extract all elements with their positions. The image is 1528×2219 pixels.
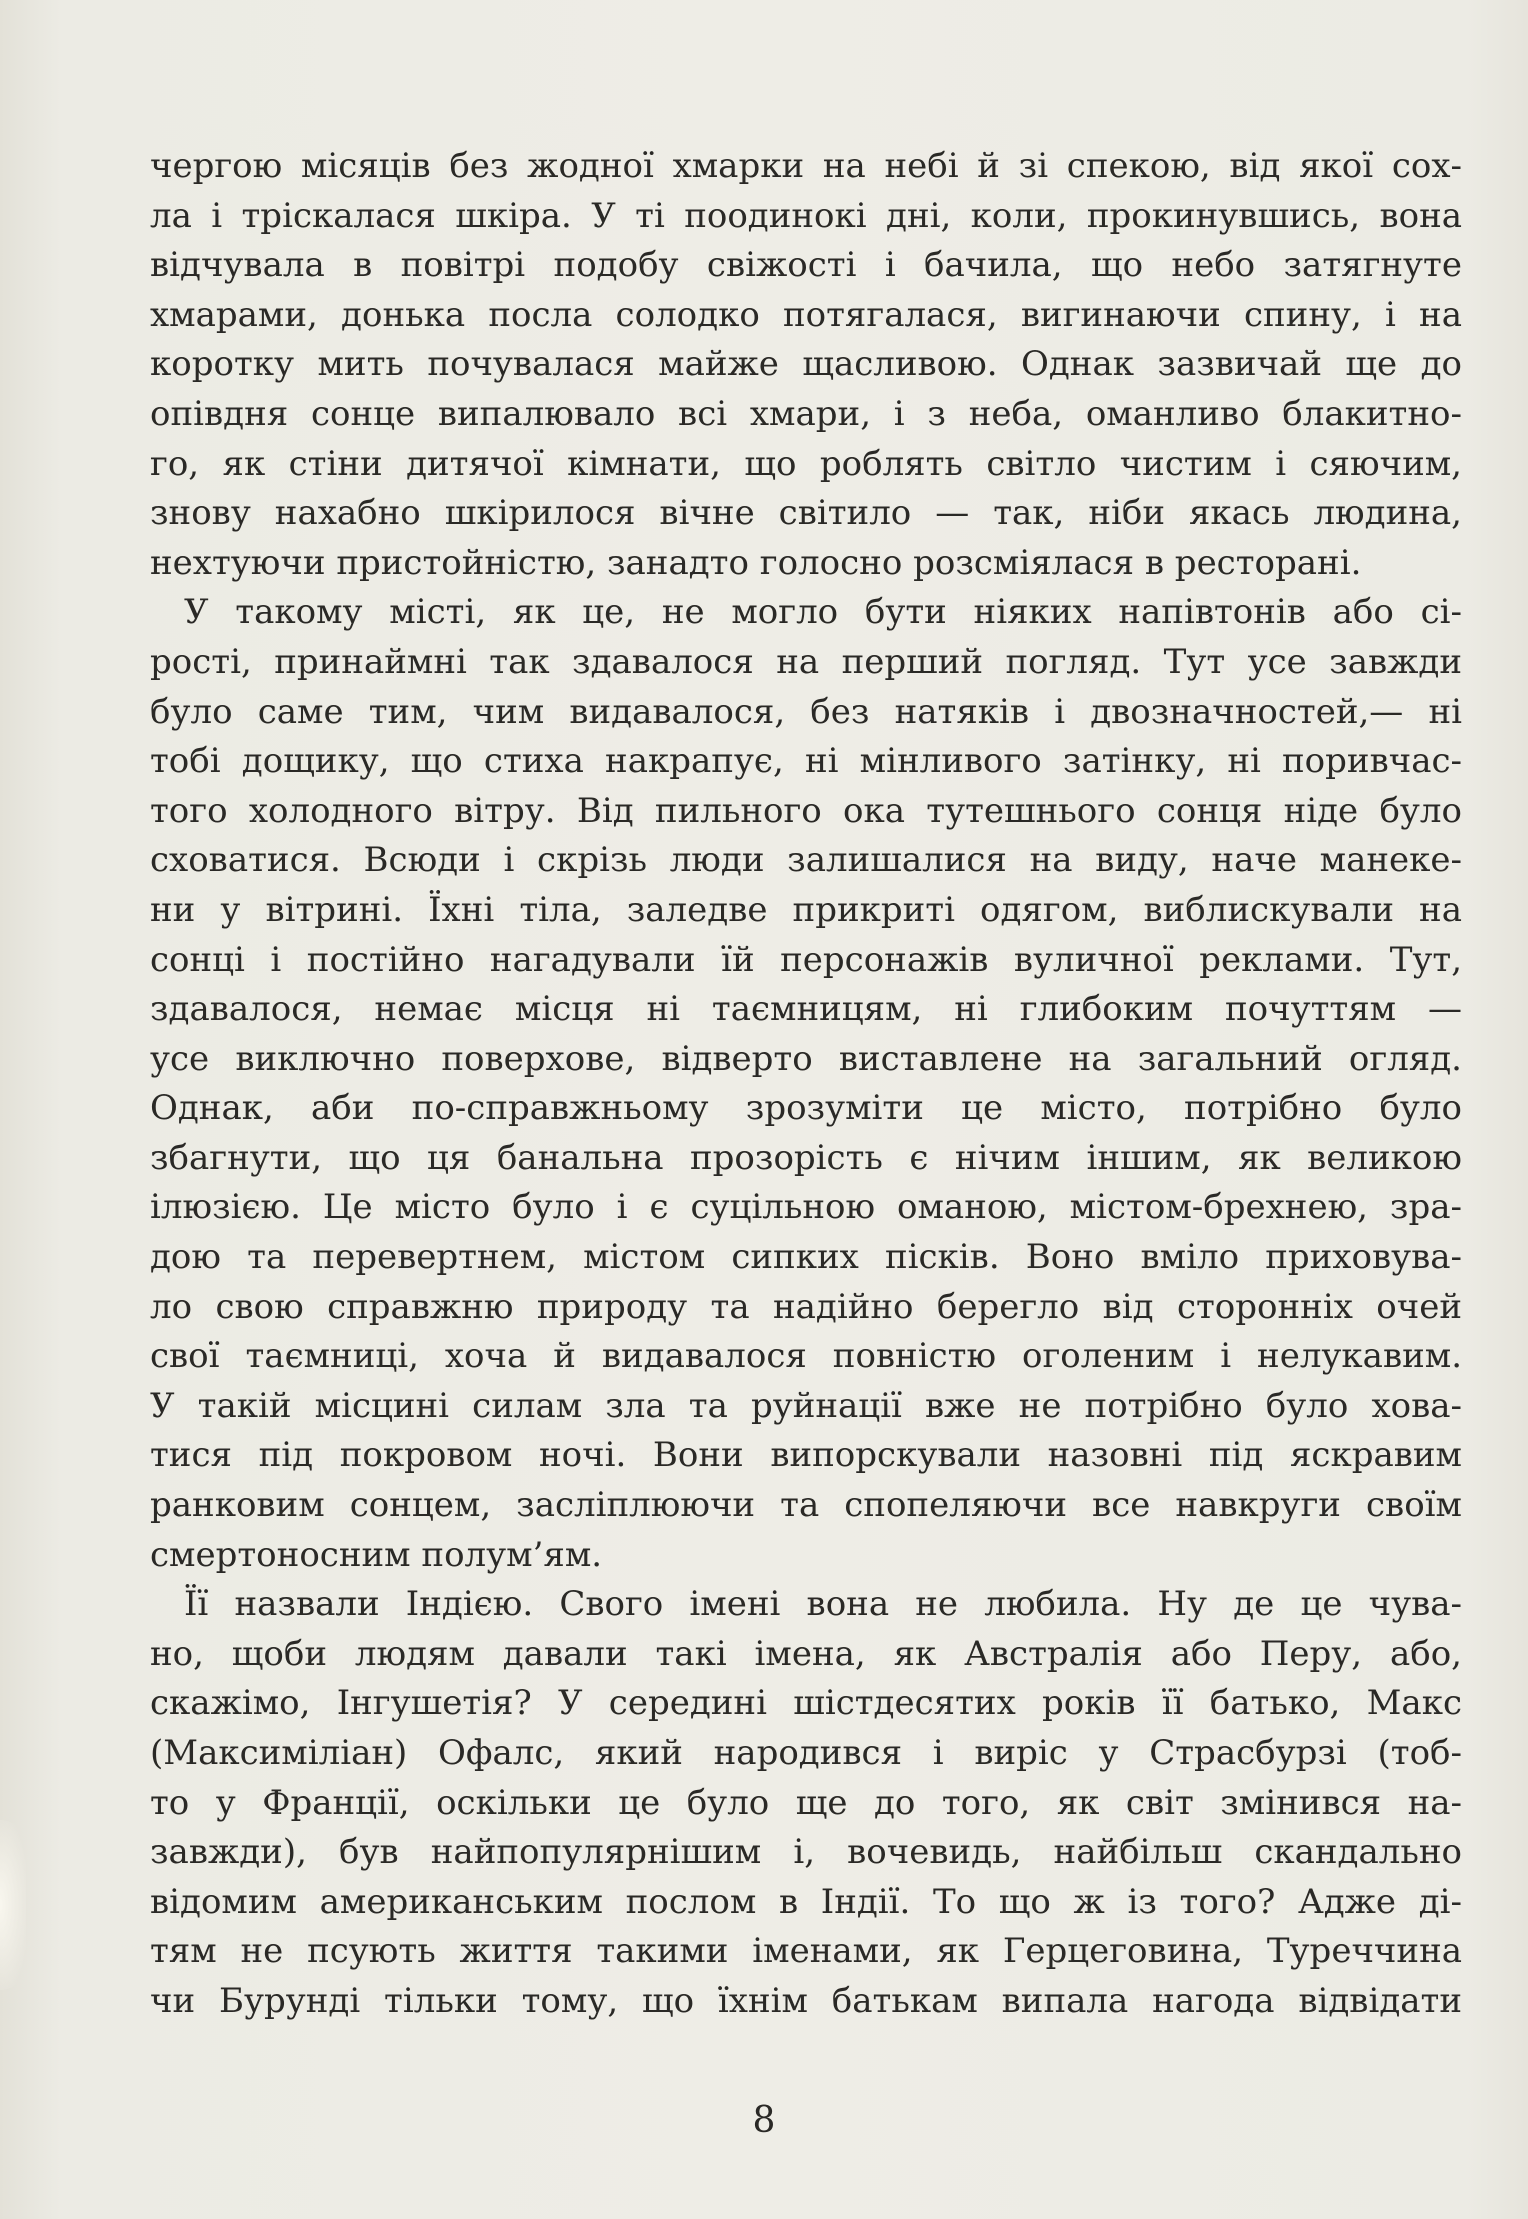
text-line: но, щоби людям давали такі імена, як Австралія або Перу, або,: [150, 1633, 1462, 1674]
text-line: ло свою справжню природу та надійно берегло від сторонніх очей: [150, 1286, 1462, 1327]
text-line: опівдня сонце випалювало всі хмари, і з неба, оманливо блакитно-: [150, 393, 1462, 434]
body-text: [150, 142, 1462, 2027]
text-line: тобі дощику, що стиха накрапує, ні мінливого затінку, ні поривчас-: [150, 741, 1462, 782]
text-line: сонці і постійно нагадували їй персонажів вуличної реклами. Тут,: [150, 939, 1462, 980]
paragraph-start-line: Її назвали Індією. Свого імені вона не любила. Ну де це чува-: [184, 1584, 1462, 1625]
text-line: го, як стіни дитячої кімнати, що роблять світло чистим і сяючим,: [150, 443, 1462, 484]
text-line: ла і тріскалася шкіра. У ті поодинокі дні, коли, прокинувшись, вона: [150, 195, 1462, 236]
text-line: відчувала в повітрі подобу свіжості і бачила, що небо затягнуте: [150, 245, 1462, 286]
text-line: було саме тим, чим видавалося, без натяків і двозначностей,— ні: [150, 691, 1462, 732]
text-line: тям не псують життя такими іменами, як Герцеговина, Туреччина: [150, 1931, 1462, 1972]
text-line: завжди), був найпопулярнішим і, вочевидь, найбільш скандально: [150, 1832, 1462, 1873]
text-line: збагнути, що ця банальна прозорість є нічим іншим, як великою: [150, 1137, 1462, 1178]
text-line: смертоносним полум’ям.: [150, 1534, 603, 1575]
text-line: свої таємниці, хоча й видавалося повністю оголеним і нелукавим.: [150, 1336, 1462, 1377]
text-line: чи Бурунді тільки тому, що їхнім батькам випала нагода відвідати: [150, 1980, 1462, 2021]
text-line: того холодного вітру. Від пильного ока тутешнього сонця ніде було: [150, 790, 1462, 831]
text-line: знову нахабно шкірилося вічне світило — так, ніби якась людина,: [150, 493, 1462, 534]
text-line: рості, принаймні так здавалося на перший погляд. Тут усе завжди: [150, 641, 1462, 682]
paragraph-start-line: У такому місті, як це, не могло бути ніяких напівтонів або сі-: [184, 592, 1462, 633]
text-line: скажімо, Інгушетія? У середині шістдесятих років її батько, Макс: [150, 1683, 1462, 1724]
text-line: відомим американським послом в Індії. То що ж із того? Адже ді-: [150, 1881, 1462, 1922]
text-line: (Максиміліан) Офалс, який народився і виріс у Страсбурзі (тоб-: [150, 1733, 1462, 1773]
text-line: коротку мить почувалася майже щасливою. Однак зазвичай ще до: [150, 344, 1462, 385]
text-line: усе виключно поверхове, відверто виставлене на загальний огляд.: [150, 1038, 1462, 1079]
text-line: тися під покровом ночі. Вони випорскували назовні під яскравим: [150, 1435, 1462, 1476]
text-line: Однак, аби по-справжньому зрозуміти це місто, потрібно було: [150, 1088, 1462, 1129]
text-line: ілюзією. Це місто було і є суцільною оманою, містом-брехнею, зра-: [150, 1187, 1462, 1228]
text-line: дою та перевертнем, містом сипких пісків. Воно вміло приховува-: [150, 1237, 1462, 1278]
page-number: 8: [752, 2100, 776, 2141]
text-line: сховатися. Всюди і скрізь люди залишалися на виду, наче манеке-: [150, 840, 1462, 881]
text-line: здавалося, немає місця ні таємницям, ні глибоким почуттям —: [150, 989, 1462, 1030]
text-line: то у Франції, оскільки це було ще до того, як світ змінився на-: [150, 1782, 1462, 1823]
text-line: ни у вітрині. Їхні тіла, заледве прикриті одягом, виблискували на: [150, 889, 1462, 930]
text-line: нехтуючи пристойністю, занадто голосно розсміялася в ресторані.: [150, 542, 1362, 583]
paper-smudge: [0, 1820, 26, 1990]
text-line: чергою місяців без жодної хмарки на небі й зі спекою, від якої сох-: [150, 146, 1462, 186]
text-line: У такій місцині силам зла та руйнації вже не потрібно було хова-: [150, 1385, 1462, 1426]
text-line: ранковим сонцем, засліплюючи та спопеляючи все навкруги своїм: [150, 1485, 1462, 1526]
text-line: хмарами, донька посла солодко потягалася, вигинаючи спину, і на: [150, 294, 1462, 335]
